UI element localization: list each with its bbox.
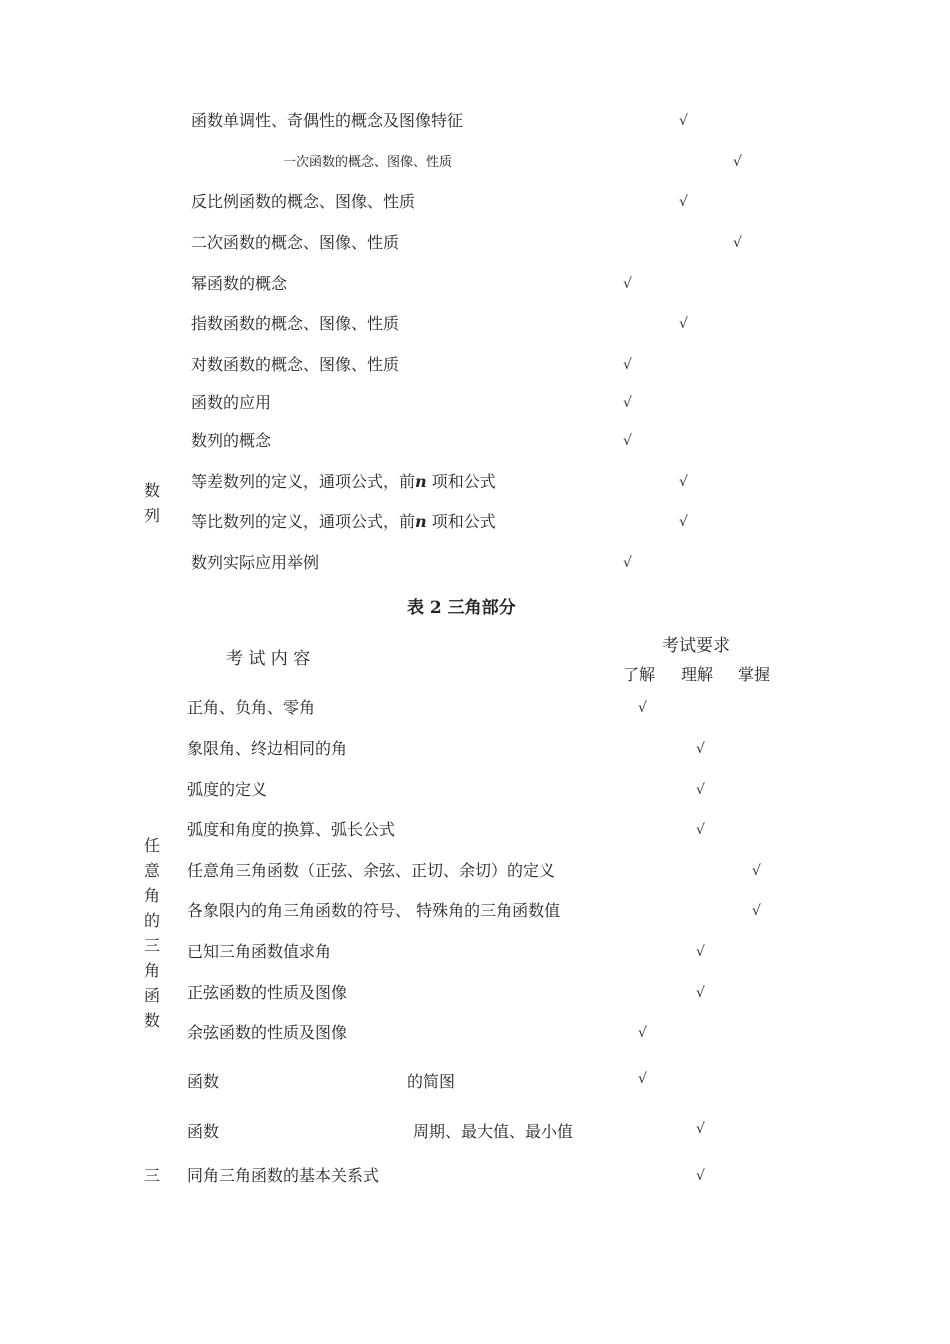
check-mark: √ (696, 822, 705, 838)
category-char: 三 (143, 936, 160, 955)
row-text-post: 项和公式 (431, 512, 496, 531)
header-content: 考 试 内 容 (226, 649, 311, 669)
row-text: 弧度的定义 (187, 780, 268, 799)
check-mark: √ (623, 357, 632, 373)
category-char: 列 (143, 506, 160, 525)
check-mark: √ (696, 782, 705, 798)
category-label (142, 478, 162, 528)
row-text: 任意角三角函数（正弦、余弦、正切、余切）的定义 (187, 861, 556, 880)
row-text (191, 472, 496, 492)
check-mark: √ (679, 194, 688, 210)
check-mark: √ (679, 113, 688, 129)
variable-n: n (415, 512, 427, 531)
row-text: 幂函数的概念 (191, 274, 288, 293)
row-text: 正角、负角、零角 (187, 698, 316, 717)
row-text: 同角三角函数的基本关系式 (187, 1166, 380, 1185)
check-mark: √ (623, 276, 632, 292)
row-text: 弧度和角度的换算、弧长公式 (187, 820, 396, 839)
check-mark: √ (696, 741, 705, 757)
level-understand-basic: 了解 (623, 665, 656, 684)
variable-n: n (415, 472, 427, 491)
check-mark: √ (638, 1025, 647, 1041)
check-mark: √ (623, 555, 632, 571)
row-text-pre: 等差数列的定义，通项公式，前 (191, 472, 416, 491)
category-char: 任 (143, 836, 160, 855)
row-text: 反比例函数的概念、图像、性质 (191, 192, 416, 211)
row-text: 余弦函数的性质及图像 (187, 1023, 348, 1042)
check-mark: √ (696, 1121, 705, 1137)
check-mark: √ (679, 316, 688, 332)
check-mark: √ (733, 235, 742, 251)
check-mark: √ (752, 863, 761, 879)
row-text: 函数单调性、奇偶性的概念及图像特征 (191, 111, 464, 130)
row-text: 指数函数的概念、图像、性质 (191, 314, 400, 333)
check-mark: √ (752, 903, 761, 919)
category-char: 函 (143, 986, 160, 1005)
check-mark: √ (623, 433, 632, 449)
row-text: 对数函数的概念、图像、性质 (191, 355, 400, 374)
row-text-pre: 函数 (187, 1122, 220, 1141)
level-comprehend: 理解 (681, 665, 714, 684)
row-text: 数列实际应用举例 (191, 553, 320, 572)
category-char: 数 (143, 1011, 160, 1030)
row-text: 一次函数的概念、图像、性质 (283, 155, 453, 170)
check-mark: √ (696, 1168, 705, 1184)
check-mark: √ (679, 514, 688, 530)
category-char: 数 (143, 481, 160, 500)
check-mark: √ (638, 1071, 647, 1087)
level-master: 掌握 (738, 665, 771, 684)
row-text-post: 周期、最大值、最小值 (413, 1122, 574, 1141)
row-text: 象限角、终边相同的角 (187, 739, 348, 758)
row-text: 数列的概念 (191, 431, 272, 450)
row-text: 二次函数的概念、图像、性质 (191, 233, 400, 252)
table-title: 表 2 三角部分 (407, 598, 516, 618)
row-text: 各象限内的角三角函数的符号、 特殊角的三角函数值 (187, 901, 561, 920)
category-label (142, 833, 162, 1033)
category-char: 的 (143, 911, 160, 930)
row-text-post: 项和公式 (431, 472, 496, 491)
category-char: 角 (143, 886, 160, 905)
row-text-post: 的简图 (407, 1072, 456, 1091)
category-label: 三 (144, 1166, 161, 1185)
row-text-pre: 函数 (187, 1072, 220, 1091)
row-text: 正弦函数的性质及图像 (187, 983, 348, 1002)
check-mark: √ (696, 985, 705, 1001)
check-mark: √ (733, 154, 742, 170)
row-text: 函数的应用 (191, 393, 272, 412)
check-mark: √ (623, 395, 632, 411)
category-char: 角 (143, 961, 160, 980)
check-mark: √ (696, 944, 705, 960)
row-text (191, 512, 496, 532)
category-char: 意 (143, 861, 160, 880)
check-mark: √ (638, 700, 647, 716)
check-mark: √ (679, 474, 688, 490)
row-text-pre: 等比数列的定义，通项公式，前 (191, 512, 416, 531)
header-requirement: 考试要求 (662, 636, 730, 656)
row-text: 已知三角函数值求角 (187, 942, 332, 961)
